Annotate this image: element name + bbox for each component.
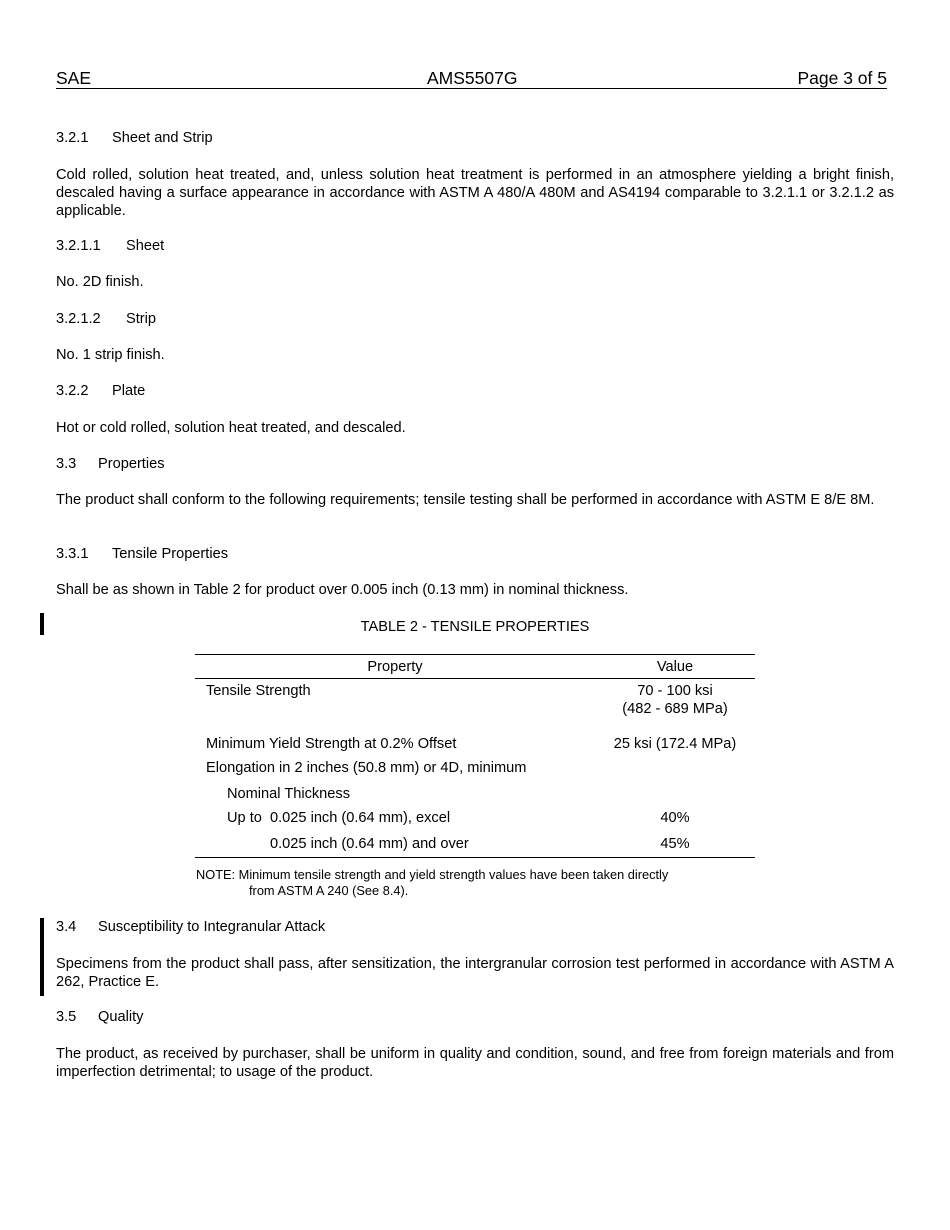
section-title: Properties (98, 456, 165, 472)
section-body-3-2-1-1: No. 2D finish. (56, 274, 144, 290)
section-number: 3.2.1.2 (56, 311, 101, 327)
section-number: 3.2.1.1 (56, 238, 101, 254)
section-heading-3-3 (56, 455, 165, 473)
table-cell-property: Minimum Yield Strength at 0.2% Offset (206, 736, 457, 752)
section-number: 3.3 (56, 456, 77, 472)
page-header (56, 68, 887, 89)
section-body-3-4: Specimens from the product shall pass, after sensitization, the intergranular corrosion test performed in accordance with ASTM A 262, Practice E. (56, 956, 894, 990)
column-header-value: Value (656, 659, 694, 675)
table-cell-value: 25 ksi (172.4 MPa) (613, 736, 737, 752)
section-title: Sheet (126, 238, 165, 254)
column-header-property: Property (367, 659, 423, 675)
section-body-3-3-1: Shall be as shown in Table 2 for product over 0.005 inch (0.13 mm) in nominal thickness. (56, 582, 629, 598)
section-body-3-2-1-2: No. 1 strip finish. (56, 347, 165, 363)
section-title: Strip (126, 311, 157, 327)
section-number: 3.5 (56, 1009, 77, 1025)
table-note (196, 867, 668, 899)
section-title: Sheet and Strip (112, 130, 213, 146)
table-cell-property: 0.025 inch (0.64 mm), excel (270, 810, 451, 826)
table-title: TABLE 2 - TENSILE PROPERTIES (360, 619, 590, 635)
header-page-number: Page 3 of 5 (797, 68, 887, 88)
section-heading-3-2-1-2 (56, 310, 156, 328)
tensile-properties-table (195, 654, 755, 858)
section-number: 3.4 (56, 919, 77, 935)
section-title: Tensile Properties (112, 546, 228, 562)
section-number: 3.2.2 (56, 383, 89, 399)
table-cell-value: 70 - 100 ksi (637, 683, 713, 699)
table-cell-property: 0.025 inch (0.64 mm) and over (270, 836, 469, 852)
table-cell-property: Tensile Strength (206, 683, 311, 699)
table-cell-property: Nominal Thickness (227, 786, 351, 802)
revision-change-bar (40, 918, 44, 996)
section-heading-3-2-1-1 (56, 237, 164, 255)
section-body-3-3: The product shall conform to the following requirements; tensile testing shall be performed in accordance with ASTM E 8/E 8M. (56, 492, 875, 508)
header-org: SAE (56, 68, 92, 88)
section-number: 3.3.1 (56, 546, 89, 562)
section-body-3-2-2: Hot or cold rolled, solution heat treated, and descaled. (56, 420, 406, 436)
section-heading-3-4 (56, 918, 325, 936)
table-cell-value: (482 - 689 MPa) (622, 701, 728, 717)
table-note-line: NOTE: Minimum tensile strength and yield strength values have been taken directly (196, 867, 669, 882)
table-header-rule (195, 678, 755, 679)
section-heading-3-3-1 (56, 545, 228, 563)
section-body-3-5: The product, as received by purchaser, shall be uniform in quality and condition, sound, and free from foreign materials and from imperfection detrimental; to usage of the product. (56, 1046, 894, 1080)
table-cell-property: Elongation in 2 inches (50.8 mm) or 4D, minimum (206, 760, 527, 776)
section-body-3-2-1: Cold rolled, solution heat treated, and, unless solution heat treatment is performed in an atmosphere yielding a bright finish, descaled having a surface appearance in accordance with ASTM A 480/A 480M and AS4194 comparable to 3.2.1.1 or 3.2.1.2 as applicable. (56, 167, 894, 219)
section-title: Susceptibility to Integranular Attack (98, 919, 326, 935)
section-heading-3-2-2 (56, 382, 145, 400)
table-cell-value: 45% (660, 836, 690, 852)
header-doc-number: AMS5507G (427, 68, 518, 88)
table-top-rule (195, 654, 755, 655)
table-cell-value: 40% (660, 810, 690, 826)
table-cell-prefix: Up to (227, 810, 262, 826)
section-title: Quality (98, 1009, 144, 1025)
section-heading-3-2-1 (56, 129, 213, 147)
table-note-line: from ASTM A 240 (See 8.4). (249, 883, 409, 898)
table-bottom-rule (195, 857, 755, 858)
section-number: 3.2.1 (56, 130, 89, 146)
section-heading-3-5 (56, 1008, 143, 1026)
section-title: Plate (112, 383, 146, 399)
